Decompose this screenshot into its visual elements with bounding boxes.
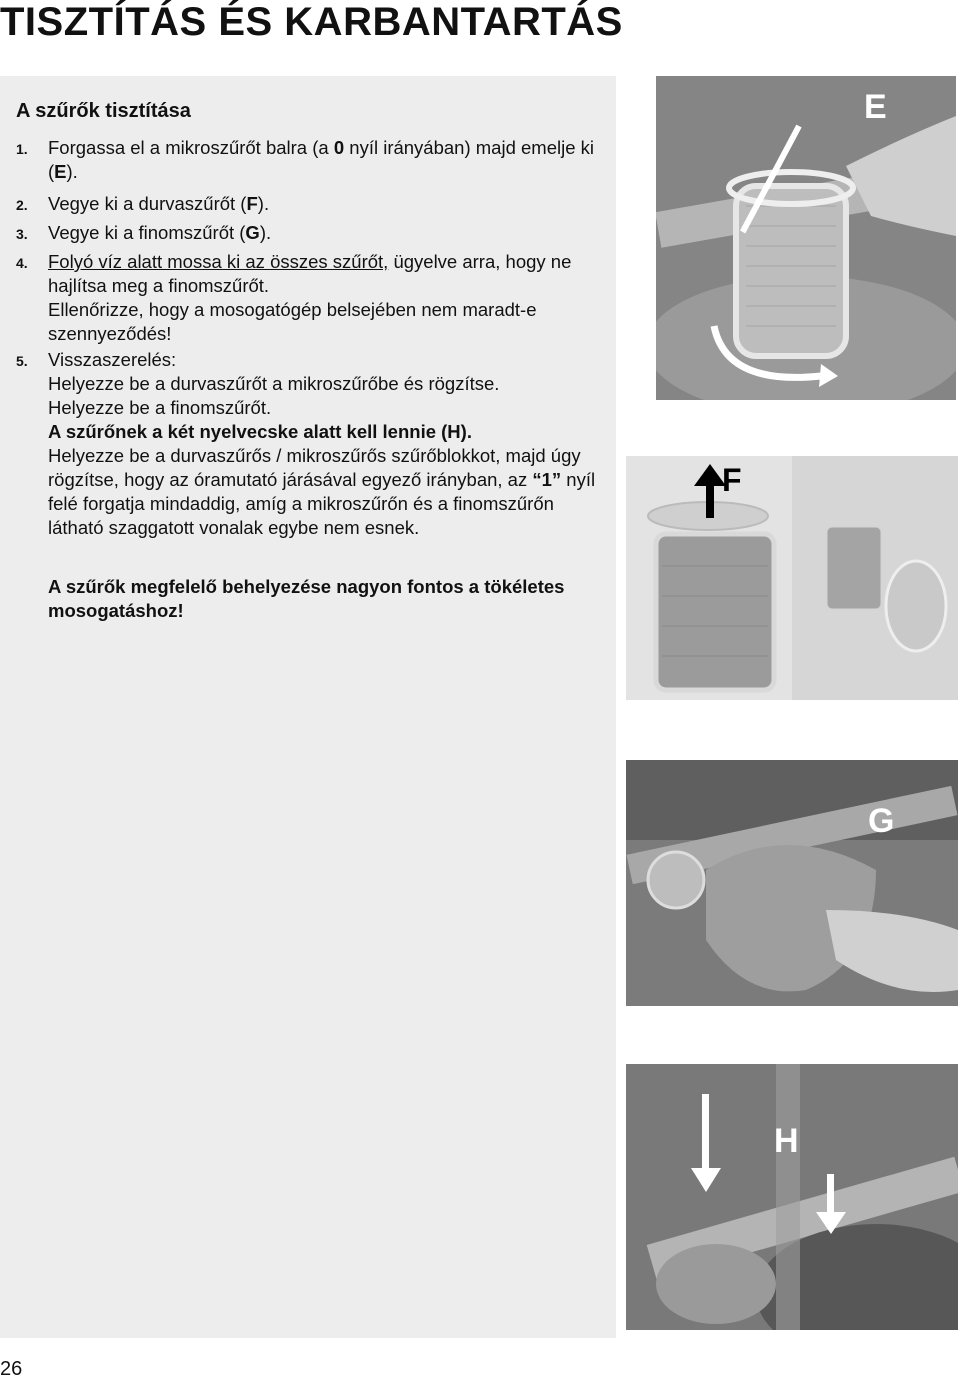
photo-e-microfilter	[656, 76, 956, 400]
page-title: TISZTÍTÁS ÉS KARBANTARTÁS	[0, 0, 623, 44]
photo-h-tabs	[626, 1064, 958, 1330]
arrow-down-icon	[691, 1168, 721, 1192]
arrow-shaft	[706, 484, 714, 518]
step-4: 4. Folyó víz alatt mossa ki az összes szűrőt, ügyelve arra, hogy ne hajlítsa meg a finomszűrőt. Ellenőrizze, hogy a mosogatógép belsejében nem maradt-e szennyeződés!	[16, 251, 572, 344]
step-number: 3.	[16, 226, 28, 242]
step-1: 1. Forgassa el a mikroszűrőt balra (a 0 nyíl irányában) majd emelje ki (E).	[16, 137, 594, 182]
step-number: 2.	[16, 197, 28, 213]
arrow-down-icon	[816, 1212, 846, 1234]
step-number: 5.	[16, 353, 28, 369]
photo-f-coarse-filter	[626, 456, 958, 700]
step-3: 3. Vegye ki a finomszűrőt (G).	[16, 221, 606, 246]
step-2: 2. Vegye ki a durvaszűrőt (F).	[16, 192, 606, 217]
step-number: 1.	[16, 141, 28, 157]
closing-note: A szűrők megfelelő behelyezése nagyon fontos a tökéletes mosogatáshoz!	[48, 576, 565, 621]
photo-g-label: G	[868, 802, 895, 840]
step-number: 4.	[16, 255, 28, 271]
photo-f-label: F	[722, 462, 742, 498]
arrow-shaft	[827, 1174, 834, 1216]
photo-e-label: E	[864, 88, 887, 126]
page-number: 26	[0, 1358, 23, 1380]
arrow-shaft	[702, 1094, 709, 1172]
photo-h-label: H	[774, 1122, 799, 1160]
section-title: A szűrők tisztítása	[16, 100, 191, 122]
step-5: 5. Visszaszerelés: Helyezze be a durvaszűrőt a mikroszűrőbe és rögzítse. Helyezze be a finomszűrőt. A szűrőnek a két nyelvecske alatt kell lennie (H). Helyezze be a durvaszűrős / mikroszűrős szűrőblokkot, majd úgy rögzítse, hogy az óramutató járásával egyező irányban, az “1” nyíl felé forgatja mindaddig, amíg a mikroszűrőn és a finomszűrőn látható szaggatott vonalak egybe nem esnek.	[16, 349, 596, 538]
photo-g-fine-filter	[626, 760, 958, 1006]
